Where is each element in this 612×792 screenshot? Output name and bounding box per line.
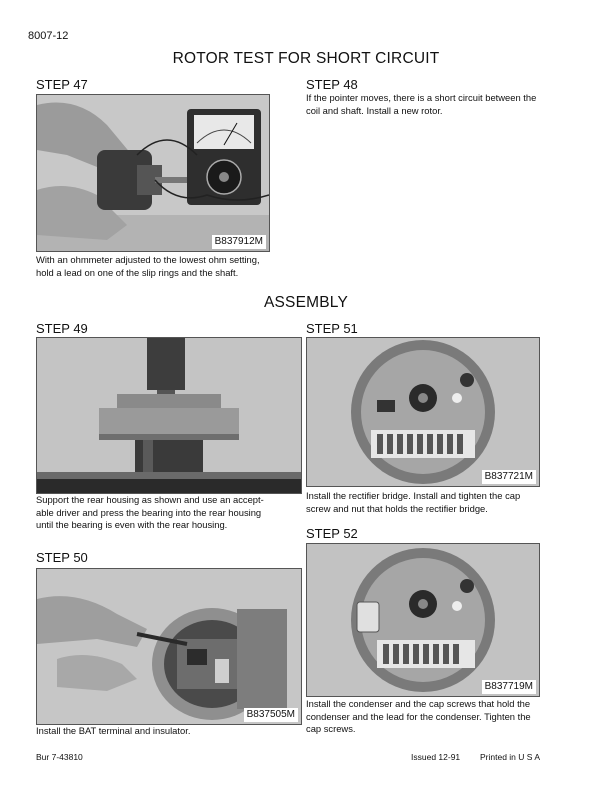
step-50-photo [36, 568, 302, 725]
caption-line: Install the BAT terminal and insulator. [36, 725, 191, 736]
caption-line: able driver and press the bearing into the rear housing [36, 506, 262, 518]
rectifier-bridge-illustration [307, 338, 539, 486]
step-52-figure-id: B837719M [482, 680, 536, 694]
step-49-caption [36, 494, 306, 532]
step-48-caption [306, 92, 556, 117]
caption-line: Install the rectifier bridge. Install and tighten the cap [306, 490, 521, 501]
caption-line: With an ohmmeter adjusted to the lowest ohm setting, [36, 254, 260, 265]
caption-line: condenser and the lead for the condenser. Tighten the [306, 710, 531, 722]
step-49-photo [36, 337, 302, 494]
step-51-caption [306, 490, 556, 515]
step-52-label: STEP 52 [306, 526, 358, 541]
caption-line: Support the rear housing as shown and use an accept- [36, 494, 264, 505]
step-47-photo [36, 94, 270, 252]
step-47-figure-id: B837912M [212, 235, 266, 249]
page-number: 8007-12 [28, 30, 69, 42]
ohmmeter-rotor-illustration [37, 95, 269, 251]
section-title-rotor-test: ROTOR TEST FOR SHORT CIRCUIT [172, 50, 440, 67]
footer-document-number: Bur 7-43810 [36, 752, 83, 762]
step-50-caption [36, 725, 296, 738]
step-48-label: STEP 48 [306, 77, 358, 92]
caption-line: screw and nut that holds the rectifier bridge. [306, 502, 488, 514]
footer-printed-in: Printed in U S A [480, 752, 541, 762]
step-47-caption [36, 254, 276, 279]
step-49-label: STEP 49 [36, 321, 88, 336]
caption-line: until the bearing is even with the rear housing. [36, 519, 228, 530]
step-52-photo [306, 543, 540, 697]
step-50-figure-id: B837505M [244, 708, 298, 722]
step-47-label: STEP 47 [36, 77, 88, 92]
section-title-assembly: ASSEMBLY [263, 294, 348, 311]
footer-issued-date: Issued 12-91 [411, 752, 461, 762]
caption-line: If the pointer moves, there is a short circuit between the [306, 92, 537, 103]
caption-line: hold a lead on one of the slip rings and the shaft. [36, 266, 239, 278]
step-51-figure-id: B837721M [482, 470, 536, 484]
step-52-caption [306, 698, 556, 736]
bat-terminal-illustration [37, 569, 301, 724]
step-51-label: STEP 51 [306, 321, 358, 336]
condenser-illustration [307, 544, 539, 696]
bearing-press-illustration [37, 338, 301, 493]
step-51-photo [306, 337, 540, 487]
caption-line: cap screws. [306, 723, 356, 734]
caption-line: Install the condenser and the cap screws that hold the [306, 698, 531, 709]
step-50-label: STEP 50 [36, 550, 88, 565]
caption-line: coil and shaft. Install a new rotor. [306, 104, 443, 116]
